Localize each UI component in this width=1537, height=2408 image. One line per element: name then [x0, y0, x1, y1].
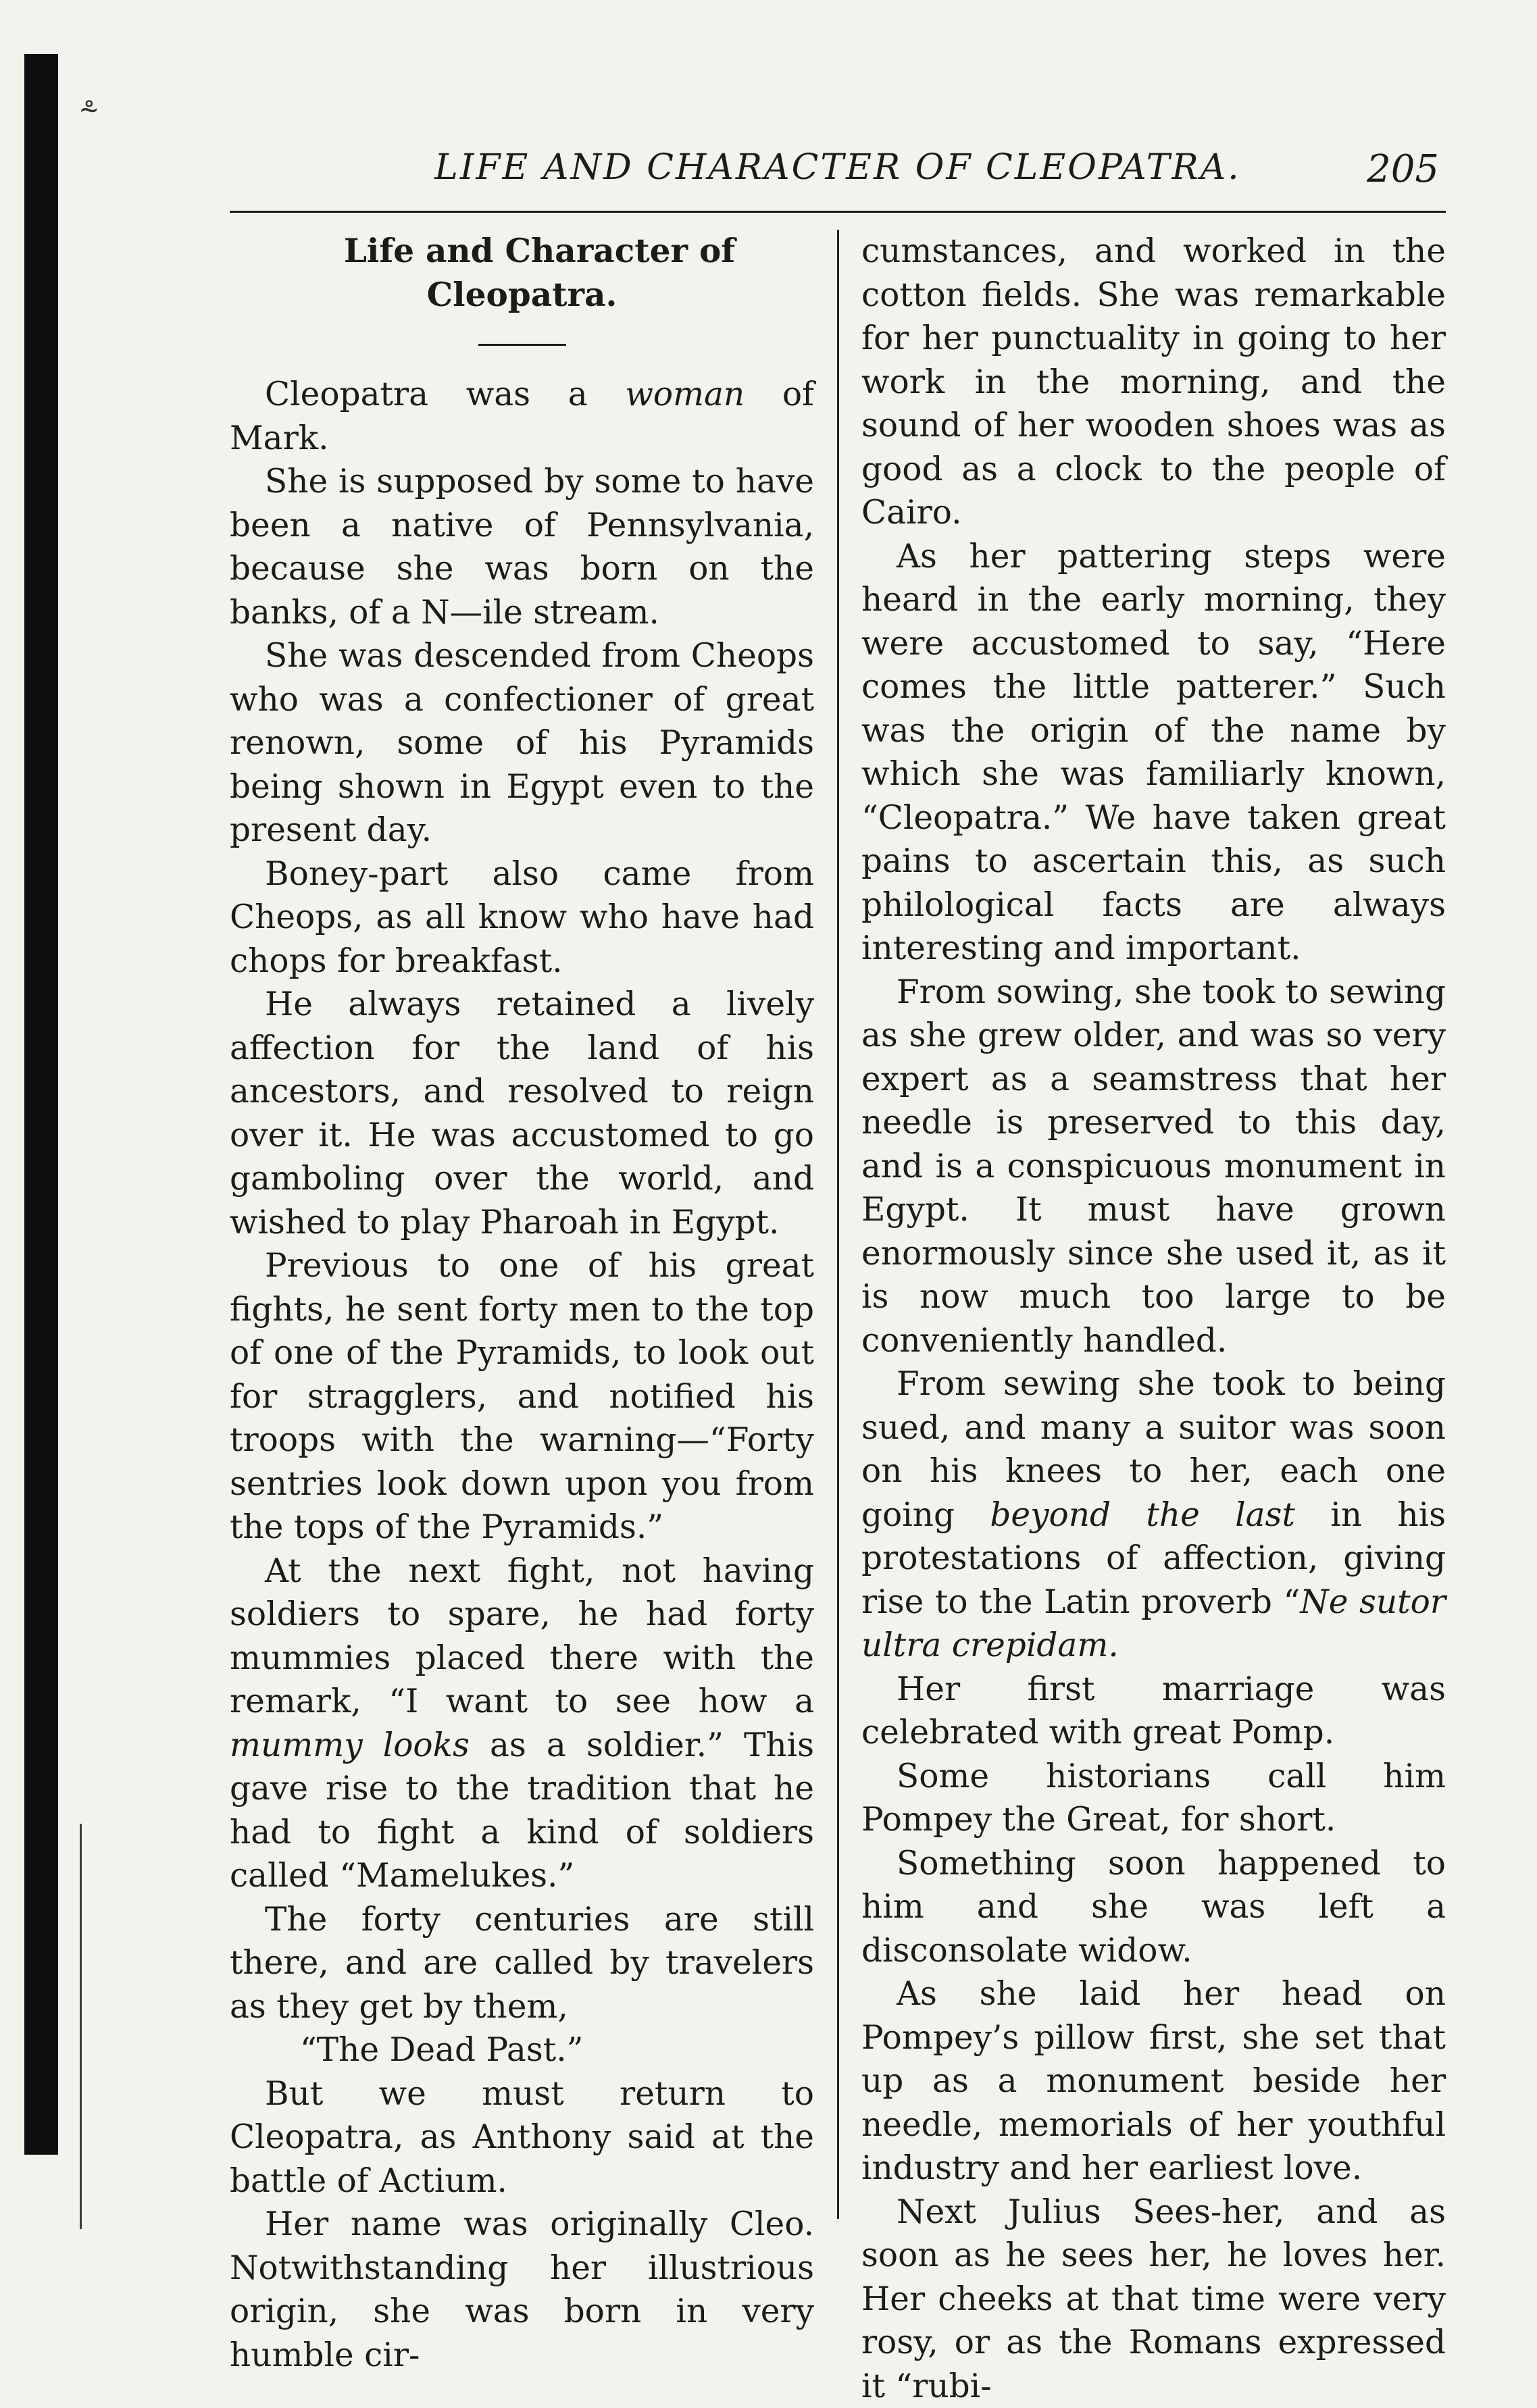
text-run: She was descended from Cheops who was a confectioner of great renown, some of his Pyramids being shown in Egypt even to the present day. — [230, 637, 814, 849]
article-title: Life and Character of Cleopatra. — [230, 230, 814, 317]
paragraph — [861, 535, 1446, 971]
left-column — [230, 230, 814, 2377]
book-page — [230, 135, 1446, 203]
text-run: Boney-part also came from Cheops, as all know who have had chops for breakfast. — [230, 855, 814, 980]
paragraph — [861, 1842, 1446, 1973]
text-run: From sewing she took to being sued, and many a suitor was soon on his knees to her, each one going — [861, 1365, 1446, 1534]
paragraph — [230, 373, 814, 460]
italic-text: Ne sutor ultra crepidam. — [861, 1583, 1446, 1665]
right-paragraphs — [861, 230, 1446, 2408]
header-rule — [230, 211, 1446, 213]
text-run: Some historians call him Pompey the Great, for short. — [861, 1758, 1446, 1839]
text-run: Something soon happened to him and she was left a disconsolate widow. — [861, 1845, 1446, 1970]
text-run: But we must return to Cleopatra, as Anthony said at the battle of Actium. — [230, 2075, 814, 2200]
paragraph — [861, 971, 1446, 1363]
text-run: At the next fight, not having soldiers to spare, he had forty mummies placed there with the remark, “I want to see how a — [230, 1552, 814, 1721]
paragraph — [230, 634, 814, 852]
text-run: cumstances, and worked in the cotton fields. She was remarkable for her punctuality in going to her work in the morning, and the sound of her wooden shoes was as good as a clock to the people of Cairo. — [861, 232, 1446, 532]
left-paragraphs — [230, 373, 814, 2377]
text-run: She is supposed by some to have been a native of Pennsylvania, because she was born on the banks, of a N—ile stream. — [230, 463, 814, 632]
italic-text: mummy looks — [230, 1726, 470, 1764]
running-header — [230, 135, 1446, 203]
title-rule — [478, 344, 566, 346]
text-run: “The Dead Past.” — [300, 2031, 583, 2069]
text-run: Next Julius Sees-her, and as soon as he sees her, he loves her. Her cheeks at that time were very rosy, or as the Romans expressed it “rubi- — [861, 2193, 1446, 2405]
right-column — [861, 230, 1446, 2408]
text-run: The forty centuries are still there, and are called by travelers as they get by them, — [230, 1901, 814, 2026]
two-column-body — [230, 230, 1446, 2219]
paragraph — [861, 1362, 1446, 1668]
paragraph — [861, 1755, 1446, 1842]
text-run: in his protestations of affection, giving rise to the Latin proverb “ — [861, 1496, 1446, 1621]
gutter-shadow-line — [80, 1824, 82, 2229]
paragraph — [230, 1549, 814, 1898]
paragraph — [230, 460, 814, 634]
text-run: as a soldier.” This gave rise to the tradition that he had to fight a kind of soldiers called “Mamelukes.” — [230, 1726, 814, 1895]
text-run: Her first marriage was celebrated with great Pomp. — [861, 1670, 1446, 1752]
paragraph — [230, 1898, 814, 2029]
text-run: Previous to one of his great fights, he sent forty men to the top of one of the Pyramids, to look out for stragglers, and notified his troops with the warning—“Forty sentries look down upon you from the tops of the Pyramids.” — [230, 1247, 814, 1546]
text-run: As she laid her head on Pompey’s pillow first, she set that up as a monument beside her needle, memorials of her youthful industry and her earliest love. — [861, 1975, 1446, 2187]
italic-text: woman — [625, 376, 745, 413]
text-run: He always retained a lively affection for the land of his ancestors, and resolved to reign over it. He was accustomed to go gamboling over the world, and wished to play Pharoah in Egypt. — [230, 985, 814, 1241]
book-binding-edge — [24, 54, 58, 2155]
text-run: Cleopatra was a — [265, 376, 625, 413]
paragraph — [861, 2191, 1446, 2408]
page-number: 205 — [1367, 147, 1439, 191]
italic-text: beyond the last — [990, 1496, 1295, 1534]
paragraph — [230, 2028, 814, 2072]
text-run: From sowing, she took to sewing as she grew older, and was so very expert as a seamstress that her needle is preserved to this day, and is a conspicuous monument in Egypt. It must have grown enormously since she used it, as it is now much too large to be conveniently handled. — [861, 973, 1446, 1360]
running-title: LIFE AND CHARACTER OF CLEOPATRA. — [230, 147, 1446, 188]
text-run: Her name was originally Cleo. Notwithstanding her illustrious origin, she was born in very humble cir- — [230, 2205, 814, 2374]
paragraph — [230, 2203, 814, 2377]
paragraph — [230, 2072, 814, 2203]
column-divider — [837, 230, 839, 2219]
paragraph — [230, 852, 814, 983]
paragraph — [861, 230, 1446, 535]
paragraph — [861, 1972, 1446, 2191]
paragraph — [861, 1668, 1446, 1755]
paragraph — [230, 1244, 814, 1549]
paragraph — [230, 983, 814, 1244]
corner-mark-glyph: ⸛ — [80, 88, 98, 132]
text-run: of Mark. — [230, 376, 814, 457]
text-run: As her pattering steps were heard in the early morning, they were accustomed to say, “Here comes the little patterer.” Such was the origin of the name by which she was familiarly known, “Cleopatra.” We have taken great pains to ascertain this, as such philological facts are always interesting and important. — [861, 538, 1446, 968]
